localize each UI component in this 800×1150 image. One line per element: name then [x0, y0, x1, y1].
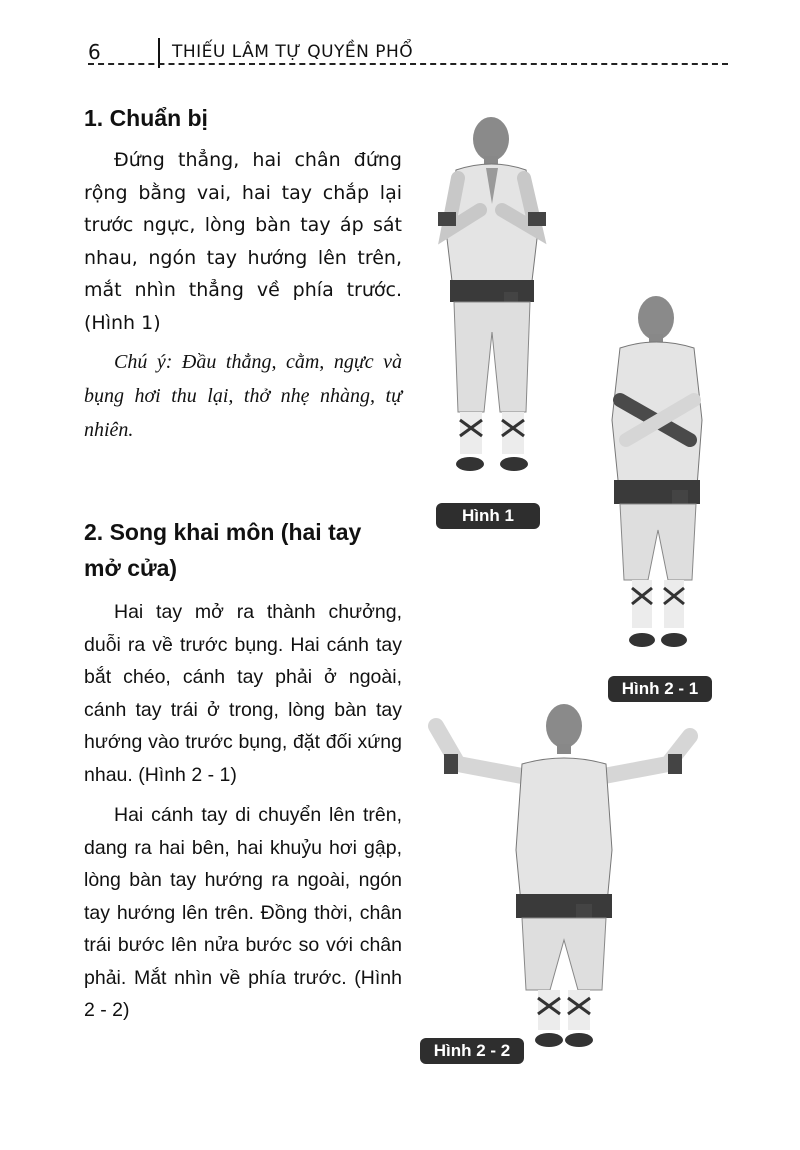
page-number: 6	[88, 40, 101, 64]
section-1	[84, 100, 402, 447]
header-rule	[88, 63, 728, 65]
figure-2-1-caption: Hình 2 - 1	[608, 676, 712, 702]
section-1-paragraph: Đứng thẳng, hai chân đứng rộng bằng vai, hai tay chắp lại trước ngực, lòng bàn tay áp sát nhau, ngón tay hướng lên trên, mắt nhìn thẳng về phía trước. (Hình 1)	[84, 149, 402, 334]
section-1-note: Chú ý: Đầu thẳng, cằm, ngực và bụng hơi thu lại, thở nhẹ nhàng, tự nhiên.	[84, 351, 402, 441]
figure-2-1-photo	[598, 290, 718, 665]
figure-2-2-photo	[418, 700, 708, 1065]
section-1-title: 1. Chuẩn bị	[84, 105, 208, 131]
section-2-title: 2. Song khai môn (hai tay mở cửa)	[84, 519, 362, 581]
figure-2-2-caption: Hình 2 - 2	[420, 1038, 524, 1064]
figure-1-photo	[420, 112, 570, 492]
running-title: THIẾU LÂM TỰ QUYỀN PHỔ	[172, 42, 414, 62]
figure-1-caption: Hình 1	[436, 503, 540, 529]
section-2-paragraph-1: Hai tay mở ra thành chưởng, duỗi ra về trước bụng. Hai cánh tay bắt chéo, cánh tay phải ở ngoài, cánh tay trái ở trong, lòng bàn tay hướng vào trước bụng, đặt đối xứng nhau. (Hình 2 - 1)	[84, 601, 402, 786]
section-2-paragraph-2: Hai cánh tay di chuyển lên trên, dang ra hai bên, hai khuỷu hơi gập, lòng bàn tay hướng ra ngoài, ngón tay hướng lên trên. Đồng thời, chân trái bước lên nửa bước so với chân phải. Mắt nhìn về phía trước. (Hình 2 - 2)	[84, 804, 402, 1021]
running-header	[88, 38, 728, 68]
section-2	[84, 514, 402, 1027]
